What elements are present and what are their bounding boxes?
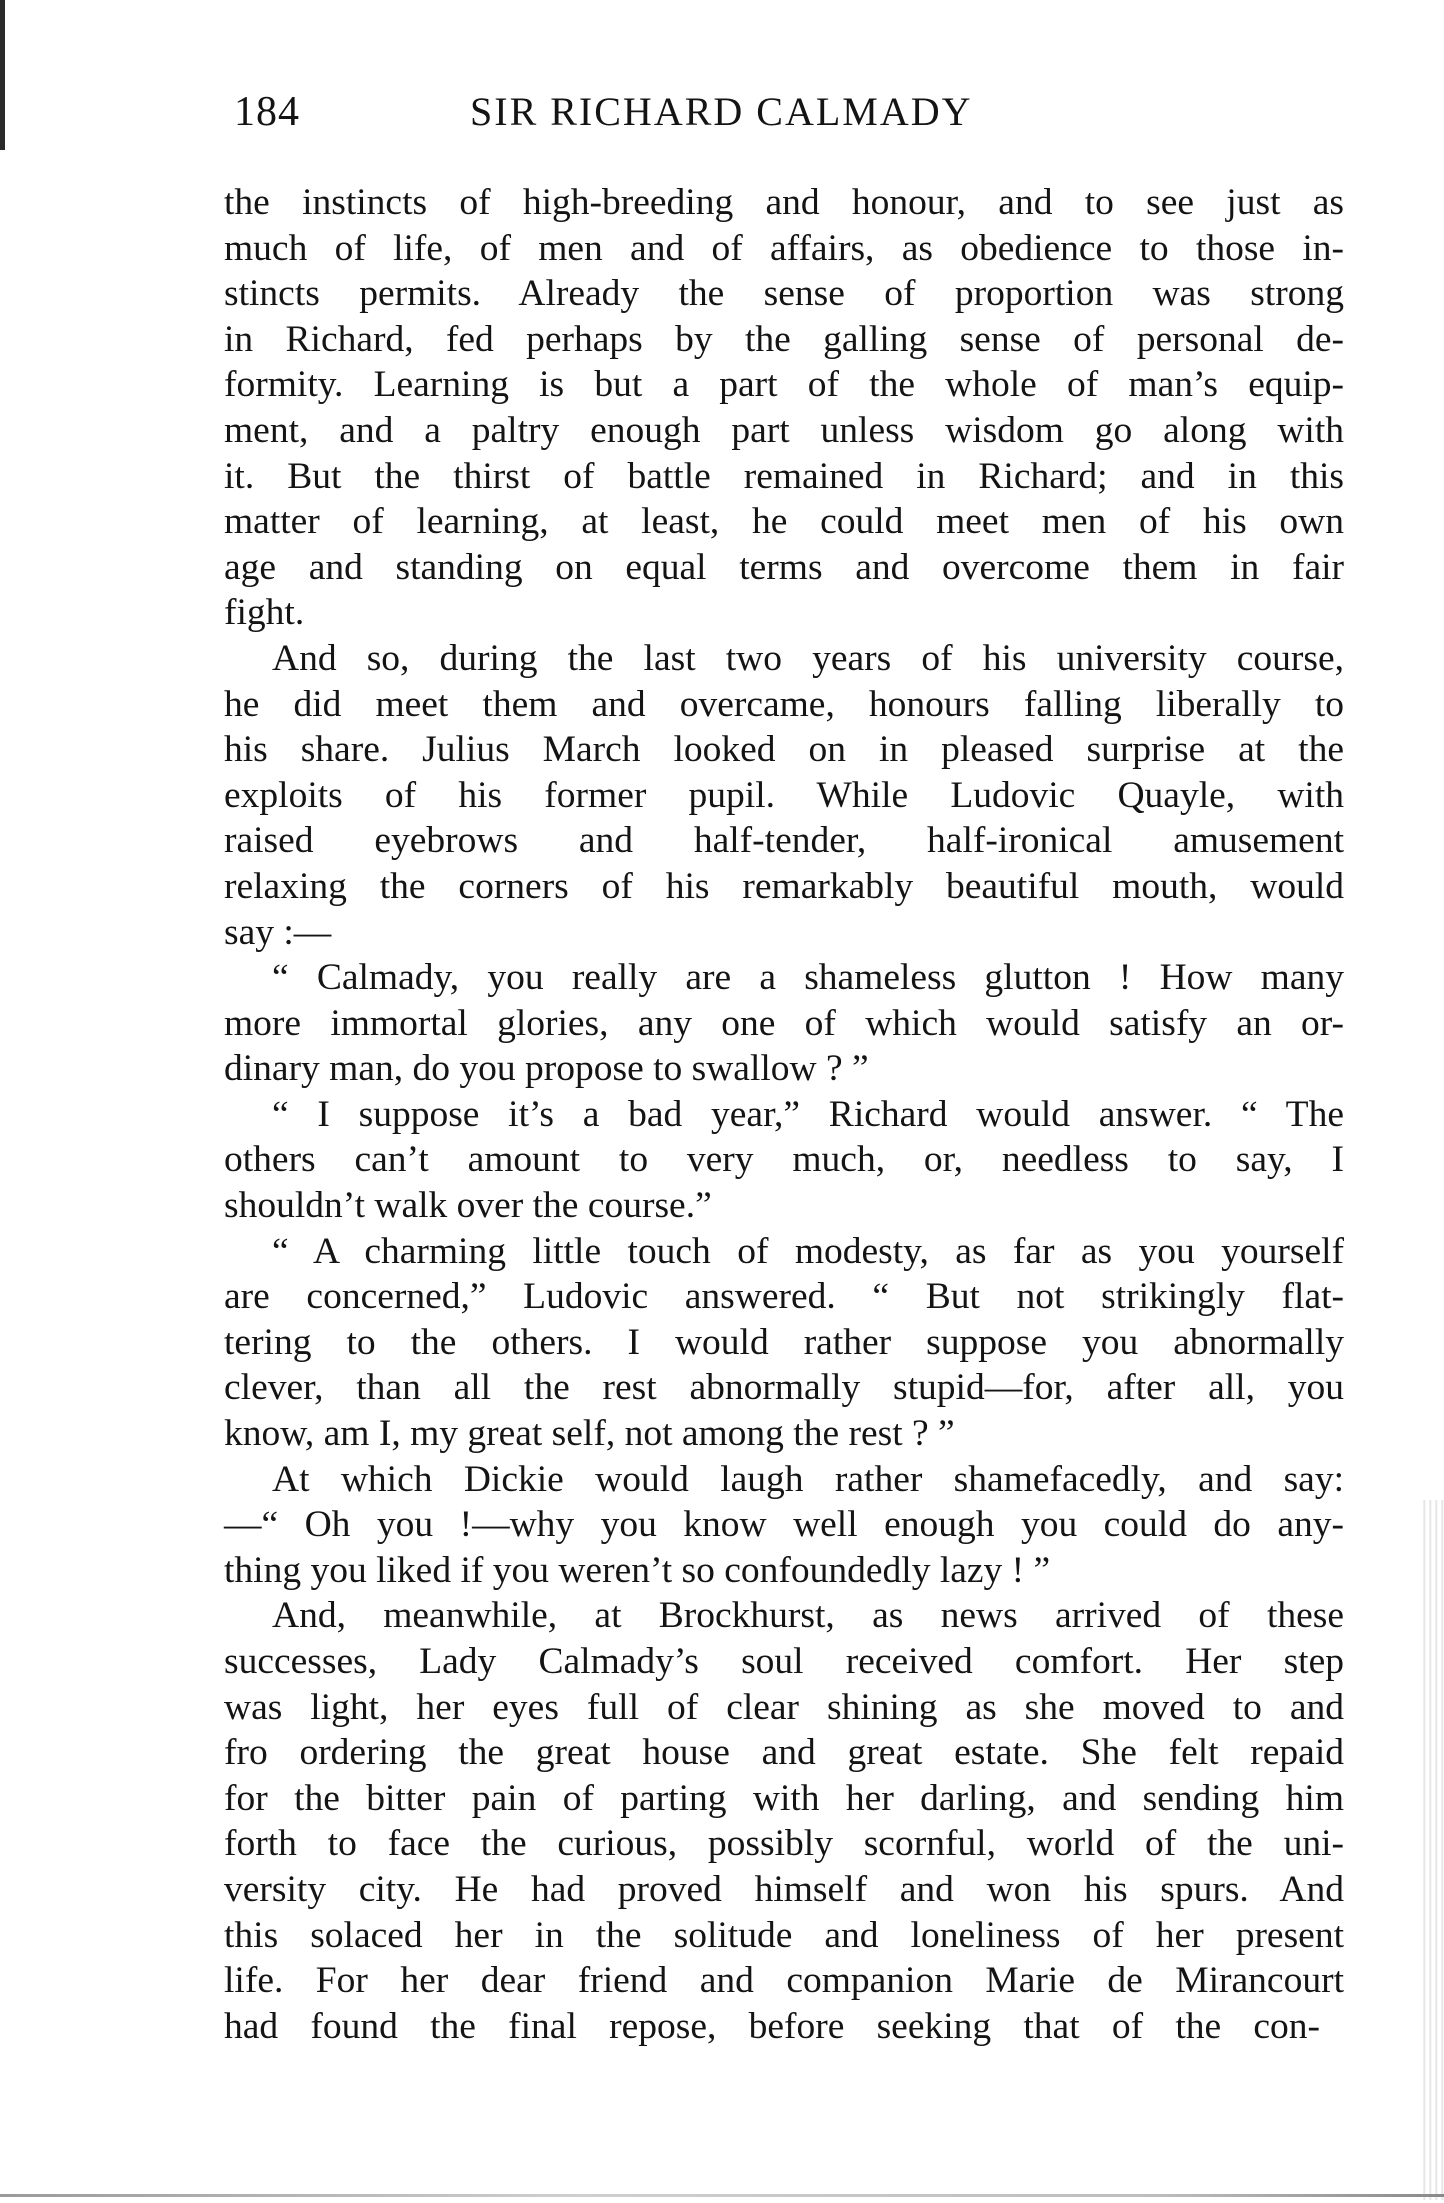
text-line: At which Dickie would laugh rather shamefacedly, and say: — [272, 1458, 1344, 1500]
text-line: know, am I, my great self, not among the rest ? ” — [224, 1413, 955, 1455]
text-line: successes, Lady Calmady’s soul received comfort. Her step — [224, 1641, 1344, 1682]
text-line: was light, her eyes full of clear shining as she moved to and — [224, 1686, 1344, 1728]
text-line: life. For her dear friend and companion Marie de Mirancourt — [224, 1960, 1344, 2002]
text-line: “ A charming little touch of modesty, as far as you yourself — [272, 1230, 1344, 1272]
text-line: tering to the others. I would rather suppose you abnormally — [224, 1321, 1344, 1363]
page-edge-shadow-left — [0, 0, 5, 150]
text-line: dinary man, do you propose to swallow ? ” — [224, 1048, 869, 1090]
page-edge-shadow-bottom — [0, 2194, 1444, 2197]
text-line: versity city. He had proved himself and won his spurs. And — [224, 1868, 1344, 1910]
text-line: forth to face the curious, possibly scornful, world of the uni- — [224, 1823, 1344, 1865]
text-line: fro ordering the great house and great estate. She felt repaid — [224, 1732, 1344, 1774]
text-line: it. But the thirst of battle remained in Richard; and in this — [224, 455, 1344, 497]
page-edge-fray-right — [1420, 1500, 1444, 2200]
text-line: fight. — [224, 592, 305, 634]
text-line: are concerned,” Ludovic answered. “ But not strikingly flat- — [224, 1276, 1344, 1318]
text-line: others can’t amount to very much, or, needless to say, I — [224, 1139, 1344, 1181]
text-line: his share. Julius March looked on in pleased surprise at the — [224, 729, 1344, 771]
text-line: —“ Oh you !—why you know well enough you could do any- — [224, 1504, 1344, 1546]
text-line: this solaced her in the solitude and loneliness of her present — [224, 1914, 1344, 1956]
text-line: age and standing on equal terms and overcome them in fair — [224, 546, 1344, 588]
page-header — [234, 88, 1344, 148]
body-text — [224, 180, 1344, 2049]
text-line: thing you liked if you weren’t so confoundedly lazy ! ” — [224, 1549, 1051, 1591]
text-line: matter of learning, at least, he could meet men of his own — [224, 501, 1344, 543]
text-line: much of life, of men and of affairs, as obedience to those in- — [224, 227, 1344, 269]
text-line: exploits of his former pupil. While Ludovic Quayle, with — [224, 774, 1344, 816]
text-line: raised eyebrows and half-tender, half-ironical amusement — [224, 820, 1344, 862]
text-line: clever, than all the rest abnormally stupid—for, after all, you — [224, 1367, 1344, 1409]
running-title: SIR RICHARD CALMADY — [470, 89, 973, 134]
text-line: he did meet them and overcame, honours falling liberally to — [224, 683, 1344, 725]
text-line: ment, and a paltry enough part unless wisdom go along with — [224, 409, 1344, 451]
text-line: in Richard, fed perhaps by the galling sense of personal de- — [224, 318, 1344, 360]
text-line: “ I suppose it’s a bad year,” Richard would answer. “ The — [272, 1093, 1344, 1135]
text-line: say :— — [224, 911, 332, 953]
text-line: for the bitter pain of parting with her darling, and sending him — [224, 1777, 1344, 1819]
text-line: had found the final repose, before seeking that of the con- — [224, 2005, 1320, 2047]
text-line: formity. Learning is but a part of the whole of man’s equip- — [224, 364, 1344, 406]
text-line: shouldn’t walk over the course.” — [224, 1185, 712, 1227]
text-line: And so, during the last two years of his university course, — [272, 637, 1344, 679]
text-line: more immortal glories, any one of which would satisfy an or- — [224, 1002, 1344, 1044]
text-line: stincts permits. Already the sense of proportion was strong — [224, 273, 1344, 315]
text-line: relaxing the corners of his remarkably beautiful mouth, would — [224, 865, 1344, 907]
text-line: And, meanwhile, at Brockhurst, as news arrived of these — [272, 1595, 1344, 1637]
text-line: the instincts of high-breeding and honour, and to see just as — [224, 182, 1344, 223]
page-number: 184 — [234, 89, 300, 135]
text-line: “ Calmady, you really are a shameless glutton ! How many — [272, 957, 1344, 999]
